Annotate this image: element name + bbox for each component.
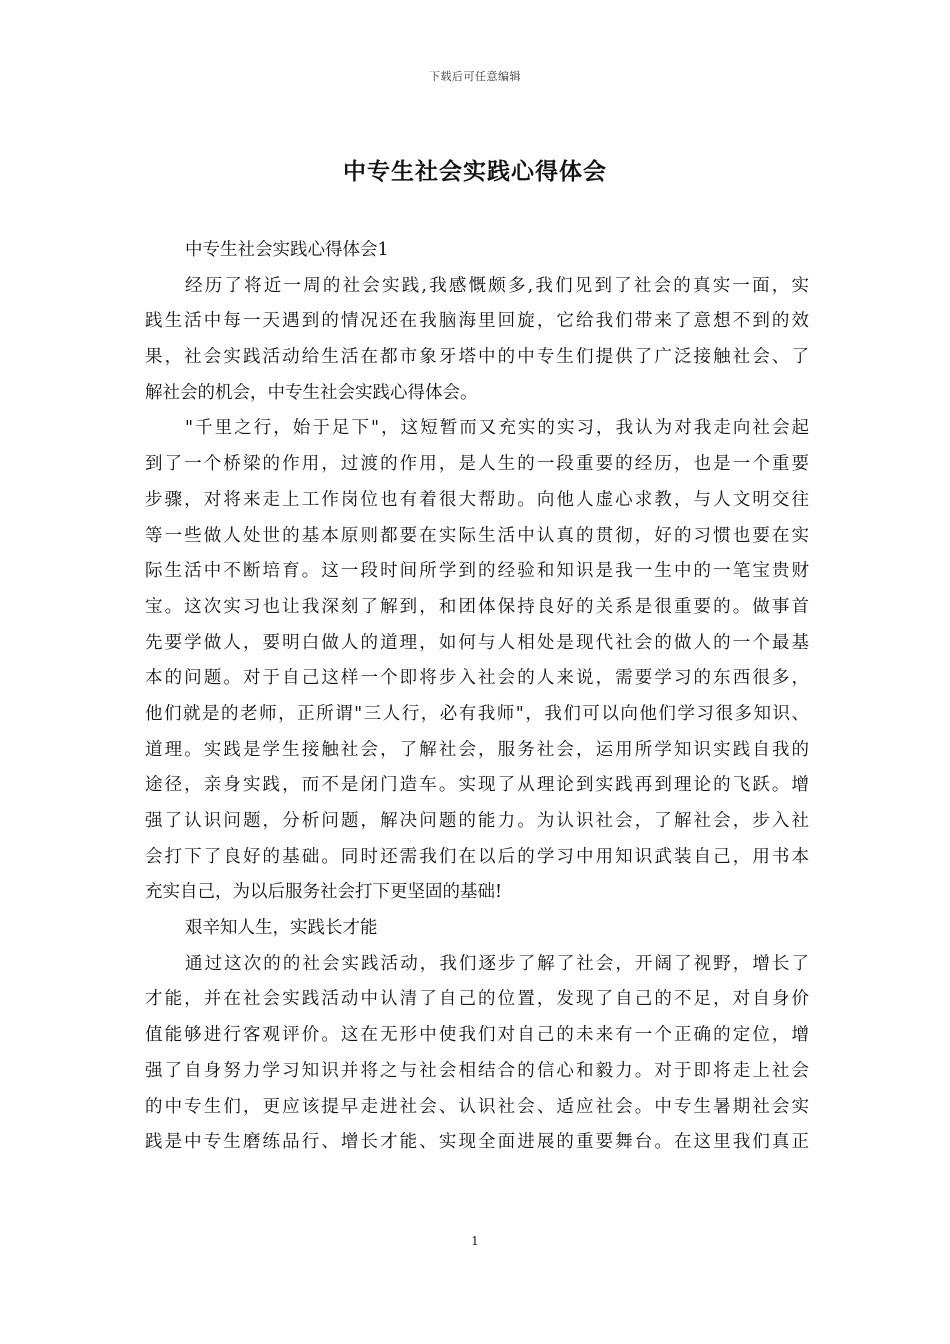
text-line: 解社会的机会，中专生社会实践心得体会。 [145, 382, 478, 403]
text-line: 他们就是的老师，正所谓"三人行，必有我师"，我们可以向他们学习很多知识、 [145, 703, 809, 724]
header-note: 下载后可任意编辑 [429, 70, 521, 83]
text-line: 践是中专生磨练品行、增长才能、实现全面进展的重要舞台。在这里我们真正 [145, 1132, 809, 1153]
text-line: "千里之行，始于足下"，这短暂而又充实的实习，我认为对我走向社会起 [185, 418, 809, 439]
text-line: 宝。这次实习也让我深刻了解到，和团体保持良好的关系是很重要的。做事首 [145, 596, 809, 617]
text-line: 强了认识问题，分析问题，解决问题的能力。为认识社会，了解社会，步入社 [145, 811, 809, 831]
text-line: 通过这次的的社会实践活动，我们逐步了解了社会，开阔了视野，增长了 [185, 953, 809, 974]
document-body [145, 233, 809, 1161]
text-line: 艰辛知人生，实践长才能 [185, 918, 378, 939]
text-line: 会打下了良好的基础。同时还需我们在以后的学习中用知识武装自己，用书本 [145, 846, 809, 867]
text-line: 等一些做人处世的基本原则都要在实际生活中认真的贯彻，好的习惯也要在实 [145, 525, 809, 546]
text-line: 中专生社会实践心得体会1 [185, 240, 389, 260]
text-line: 际生活中不断培育。这一段时间所学到的经验和知识是我一生中的一笔宝贵财 [145, 561, 809, 582]
page-number: 1 [471, 1234, 479, 1248]
text-line: 值能够进行客观评价。这在无形中使我们对自己的未来有一个正确的定位，增 [145, 1025, 809, 1046]
text-line: 步骤，对将来走上工作岗位也有着很大帮助。向他人虚心求教，与人文明交往 [145, 489, 809, 510]
text-line: 先要学做人，要明白做人的道理，如何与人相处是现代社会的做人的一个最基 [145, 632, 809, 653]
document-title: 中专生社会实践心得体会 [343, 158, 607, 185]
text-line: 途径，亲身实践，而不是闭门造车。实现了从理论到实践再到理论的飞跃。增 [145, 775, 809, 796]
text-line: 才能，并在社会实践活动中认清了自己的位置，发现了自己的不足，对自身价 [145, 989, 809, 1010]
text-line: 经历了将近一周的社会实践,我感慨颇多,我们见到了社会的真实一面，实 [185, 275, 809, 296]
text-line: 果，社会实践活动给生活在都市象牙塔中的中专生们提供了广泛接触社会、了 [145, 347, 809, 368]
text-line: 本的问题。对于自己这样一个即将步入社会的人来说，需要学习的东西很多， [145, 668, 809, 689]
text-line: 的中专生们，更应该提早走进社会、认识社会、适应社会。中专生暑期社会实 [145, 1096, 809, 1117]
text-line: 充实自己，为以后服务社会打下更坚固的基础! [145, 882, 503, 903]
text-line: 到了一个桥梁的作用，过渡的作用，是人生的一段重要的经历，也是一个重要 [145, 454, 809, 475]
text-line: 道理。实践是学生接触社会，了解社会，服务社会，运用所学知识实践自我的 [145, 739, 809, 760]
text-line: 强了自身努力学习知识并将之与社会相结合的信心和毅力。对于即将走上社会 [145, 1060, 809, 1081]
text-line: 践生活中每一天遇到的情况还在我脑海里回旋，它给我们带来了意想不到的效 [145, 311, 809, 332]
